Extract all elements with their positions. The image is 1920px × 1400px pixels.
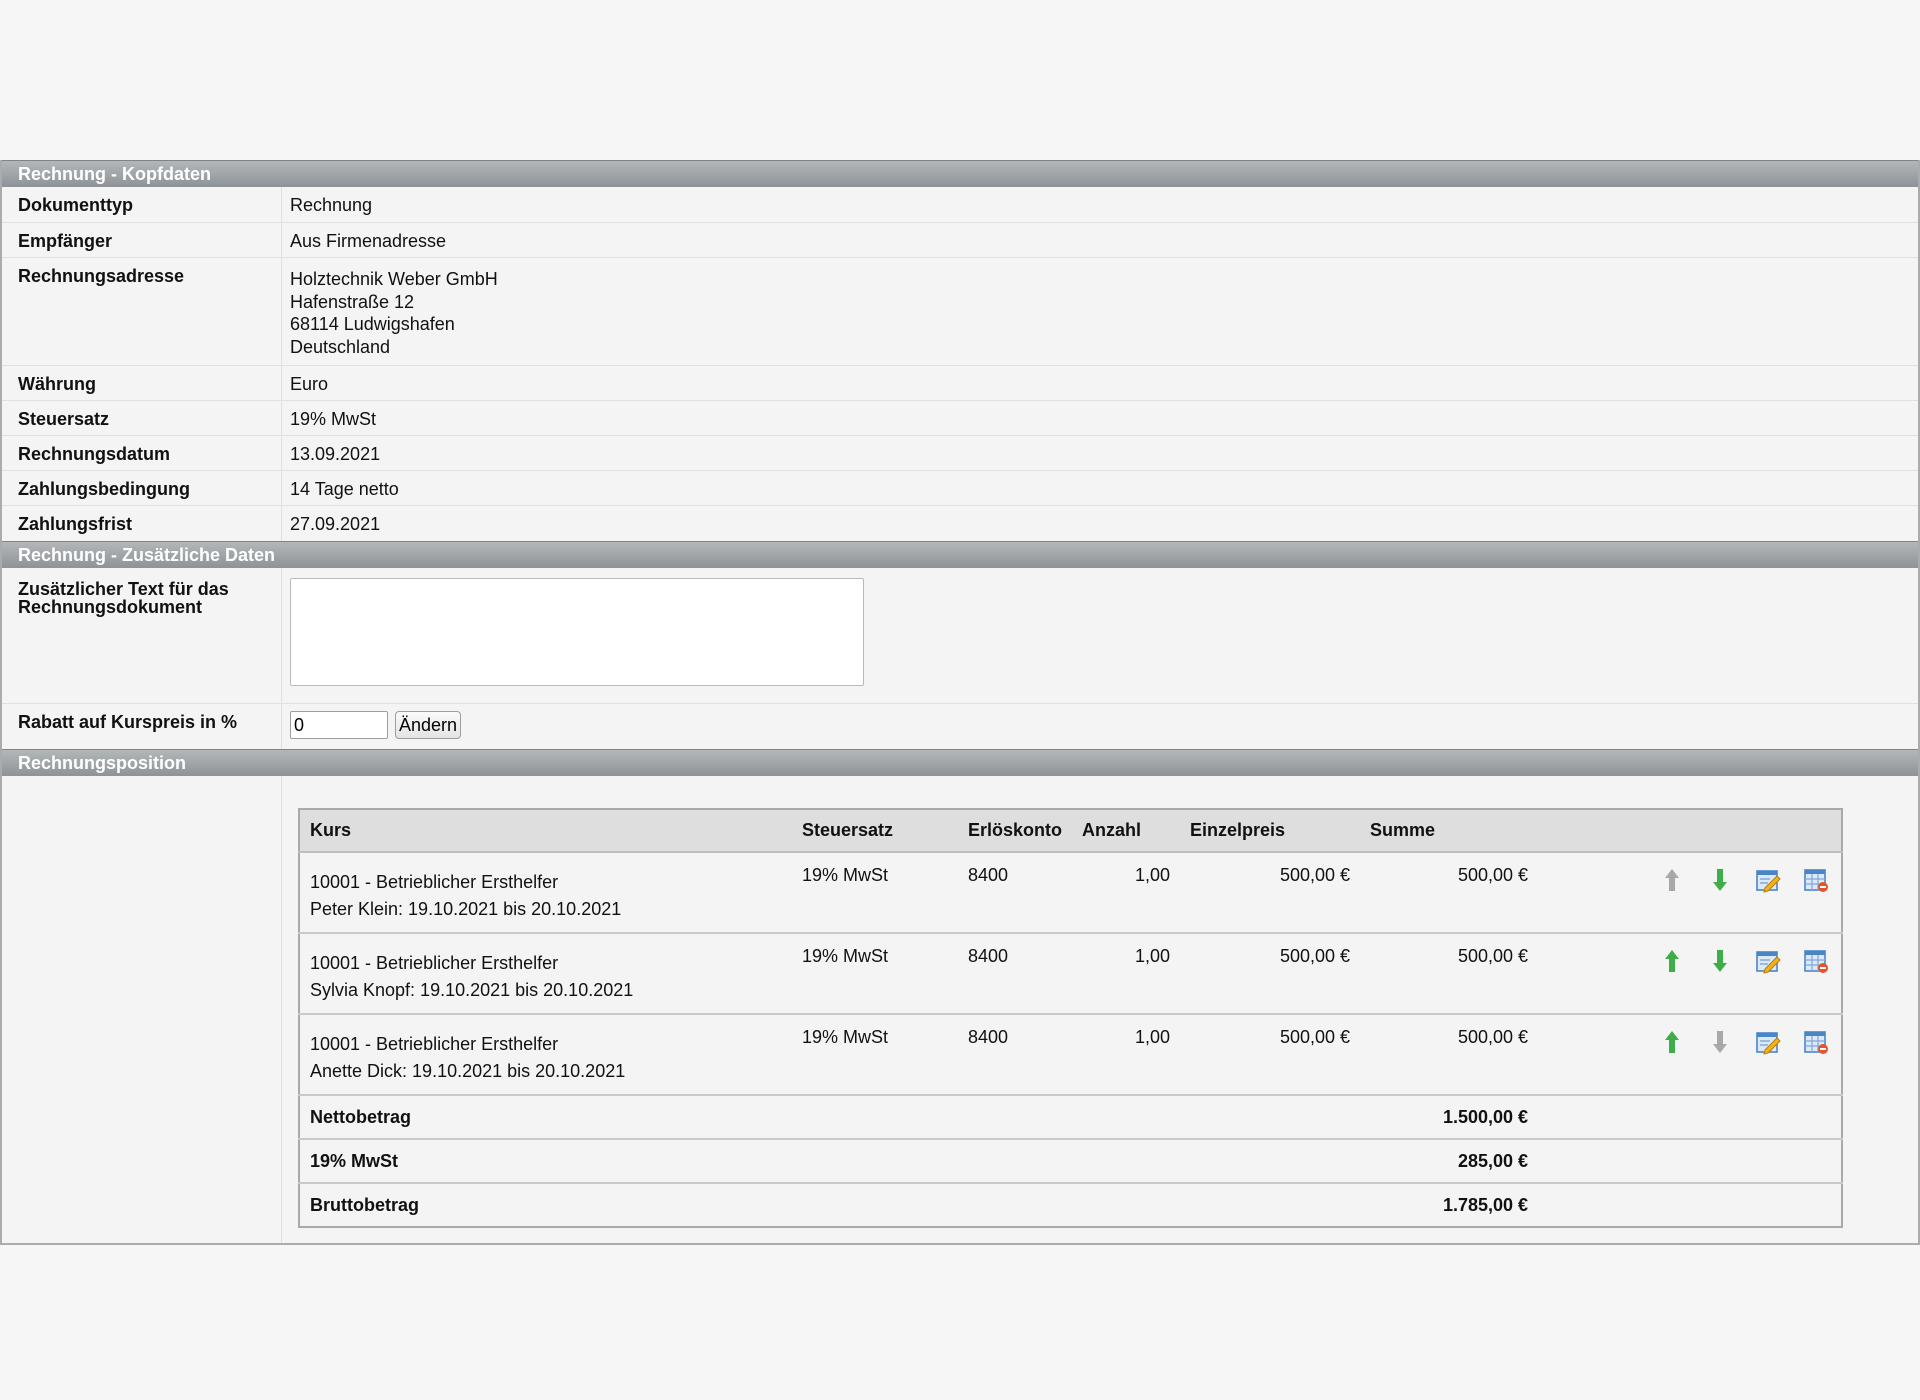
arrow-up-icon[interactable]: [1659, 1029, 1685, 1055]
delete-icon[interactable]: [1803, 948, 1829, 974]
row-rechnungsposition: [2, 776, 1918, 1243]
cell-erloeskonto: 8400: [958, 1014, 1072, 1095]
section-header-zusatz: Rechnung - Zusätzliche Daten: [2, 541, 1918, 568]
dokumenttyp-label: Dokumenttyp: [2, 187, 282, 222]
positions-table: [298, 808, 1843, 1228]
cell-summe: 500,00 €: [1360, 852, 1538, 933]
zahlungsfrist-label: Zahlungsfrist: [2, 506, 282, 541]
header-erloeskonto: Erlöskonto: [958, 809, 1072, 852]
kurs-teilnehmer: Peter Klein: 19.10.2021 bis 20.10.2021: [310, 899, 622, 919]
rechnungsdatum-value: 13.09.2021: [290, 444, 381, 464]
address-line-company: Holztechnik Weber GmbH: [290, 269, 498, 289]
edit-icon[interactable]: [1755, 867, 1781, 893]
section-header-kopfdaten: Rechnung - Kopfdaten: [2, 160, 1918, 187]
steuersatz-label: Steuersatz: [2, 401, 282, 435]
cell-actions: [1538, 933, 1842, 1014]
cell-actions: [1538, 1014, 1842, 1095]
arrow-down-icon[interactable]: [1707, 948, 1733, 974]
edit-icon[interactable]: [1755, 948, 1781, 974]
edit-icon[interactable]: [1755, 1029, 1781, 1055]
cell-actions: [1538, 852, 1842, 933]
arrow-down-icon[interactable]: [1707, 867, 1733, 893]
rabatt-value: [282, 704, 1918, 749]
header-einzelpreis: Einzelpreis: [1180, 809, 1360, 852]
rabatt-input[interactable]: [290, 711, 388, 739]
kurs-teilnehmer: Sylvia Knopf: 19.10.2021 bis 20.10.2021: [310, 980, 634, 1000]
table-row: [299, 933, 1842, 1014]
arrow-up-icon: [1659, 867, 1685, 893]
cell-steuersatz: 19% MwSt: [792, 852, 958, 933]
row-rechnungsadresse: [2, 258, 1918, 366]
zusatztext-textarea[interactable]: [290, 578, 864, 686]
row-steuersatz: [2, 401, 1918, 436]
header-kurs: Kurs: [299, 809, 792, 852]
header-actions: [1538, 809, 1842, 852]
cell-summe: 500,00 €: [1360, 933, 1538, 1014]
delete-icon[interactable]: [1803, 1029, 1829, 1055]
kurs-name: 10001 - Betrieblicher Ersthelfer: [310, 872, 559, 892]
cell-steuersatz: 19% MwSt: [792, 933, 958, 1014]
brutto-value: 1.785,00 €: [1442, 1194, 1529, 1215]
zahlungsbedingung-value: 14 Tage netto: [290, 479, 399, 499]
row-zahlungsbedingung: [2, 471, 1918, 506]
cell-steuersatz: 19% MwSt: [792, 1014, 958, 1095]
header-anzahl: Anzahl: [1072, 809, 1180, 852]
empfaenger-label: Empfänger: [2, 223, 282, 257]
kurs-name: 10001 - Betrieblicher Ersthelfer: [310, 1034, 559, 1054]
table-row: [299, 852, 1842, 933]
rabatt-label: Rabatt auf Kurspreis in %: [2, 704, 282, 749]
empfaenger-value: Aus Firmenadresse: [290, 231, 447, 251]
cell-anzahl: 1,00: [1072, 1014, 1180, 1095]
total-row-netto: [299, 1095, 1842, 1139]
cell-summe: 500,00 €: [1360, 1014, 1538, 1095]
row-empfaenger: [2, 223, 1918, 258]
cell-einzelpreis: 500,00 €: [1180, 1014, 1360, 1095]
row-zusatztext: [2, 568, 1918, 704]
brutto-spacer: [1538, 1183, 1842, 1227]
kurs-name: 10001 - Betrieblicher Ersthelfer: [310, 953, 559, 973]
table-header-row: [299, 809, 1842, 852]
mwst-label: 19% MwSt: [299, 1139, 1360, 1183]
row-rechnungsdatum: [2, 436, 1918, 471]
cell-kurs: [299, 1014, 792, 1095]
header-summe: Summe: [1360, 809, 1538, 852]
waehrung-value: Euro: [290, 374, 329, 394]
zusatztext-value: [282, 568, 1918, 703]
netto-label: Nettobetrag: [299, 1095, 1360, 1139]
row-waehrung: [2, 366, 1918, 401]
address-line-street: Hafenstraße 12: [290, 291, 415, 312]
zahlungsbedingung-label: Zahlungsbedingung: [2, 471, 282, 505]
brutto-label: Bruttobetrag: [310, 1194, 419, 1215]
cell-anzahl: 1,00: [1072, 933, 1180, 1014]
row-dokumenttyp: [2, 187, 1918, 223]
cell-kurs: [299, 852, 792, 933]
steuersatz-value: 19% MwSt: [290, 409, 377, 429]
dokumenttyp-value: Rechnung: [290, 195, 373, 215]
arrow-down-icon: [1707, 1029, 1733, 1055]
cell-einzelpreis: 500,00 €: [1180, 852, 1360, 933]
address-line-city: 68114 Ludwigshafen: [290, 314, 455, 334]
zusatztext-label: [2, 568, 282, 703]
section-header-rechnungsposition: Rechnungsposition: [2, 749, 1918, 776]
zusatztext-label-line1: Zusätzlicher Text für das: [18, 579, 229, 599]
rechnungsadresse-label: Rechnungsadresse: [2, 258, 282, 365]
mwst-value: 285,00 €: [1360, 1139, 1538, 1183]
positions-table-container: [282, 776, 1843, 1243]
netto-spacer: [1538, 1095, 1842, 1139]
cell-erloeskonto: 8400: [958, 933, 1072, 1014]
aendern-button[interactable]: Ändern: [395, 711, 461, 739]
row-rabatt: [2, 704, 1918, 749]
waehrung-label: Währung: [2, 366, 282, 400]
kurs-teilnehmer: Anette Dick: 19.10.2021 bis 20.10.2021: [310, 1061, 626, 1081]
invoice-panel: [0, 160, 1920, 1245]
total-row-mwst: [299, 1139, 1842, 1183]
address-line-country: Deutschland: [290, 336, 391, 357]
header-steuersatz: Steuersatz: [792, 809, 958, 852]
arrow-up-icon[interactable]: [1659, 948, 1685, 974]
netto-value: 1.500,00 €: [1360, 1095, 1538, 1139]
cell-anzahl: 1,00: [1072, 852, 1180, 933]
zahlungsfrist-value: 27.09.2021: [290, 514, 381, 534]
total-row-brutto: [299, 1183, 1842, 1227]
delete-icon[interactable]: [1803, 867, 1829, 893]
positions-label-spacer: [2, 776, 282, 1243]
table-row: [299, 1014, 1842, 1095]
mwst-spacer: [1538, 1139, 1842, 1183]
cell-erloeskonto: 8400: [958, 852, 1072, 933]
row-zahlungsfrist: [2, 506, 1918, 541]
zusatztext-label-line2: Rechnungsdokument: [18, 597, 203, 617]
cell-einzelpreis: 500,00 €: [1180, 933, 1360, 1014]
cell-kurs: [299, 933, 792, 1014]
rechnungsdatum-label: Rechnungsdatum: [2, 436, 282, 470]
rechnungsadresse-value: [282, 258, 1918, 365]
